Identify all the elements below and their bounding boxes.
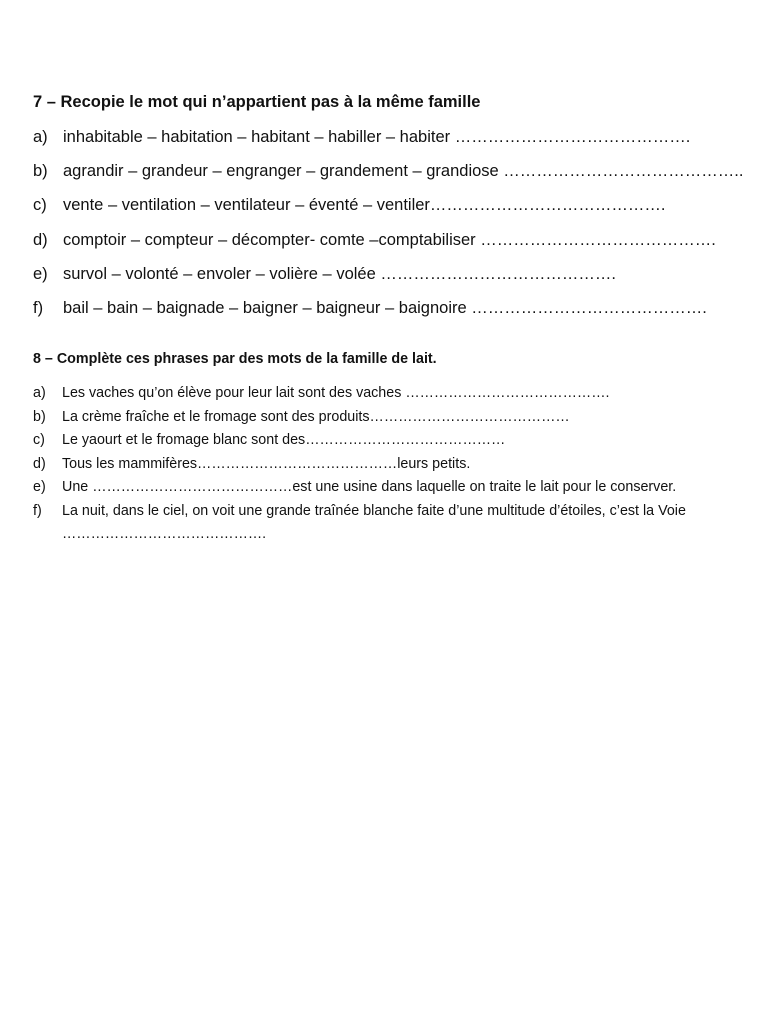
item-letter: b) <box>33 162 48 181</box>
exercise-8-item-c <box>33 429 753 453</box>
exercise-8-title: 8 – Complète ces phrases par des mots de la famille de lait. <box>33 351 437 367</box>
item-text: Les vaches qu’on élève pour leur lait sont des vaches ……………………………………. <box>62 385 610 401</box>
exercise-8-list <box>33 382 753 547</box>
exercise-8-item-e <box>33 476 753 500</box>
item-text: Tous les mammifères……………………………………leurs petits. <box>62 455 471 472</box>
exercise-8-item-f <box>33 500 753 547</box>
item-text: La crème fraîche et le fromage sont des produits…………………………………… <box>62 408 570 425</box>
exercise-8-item-d <box>33 453 753 477</box>
item-letter: e) <box>33 479 46 495</box>
exercise-7-item-d <box>33 231 753 265</box>
exercise-7-item-b <box>33 162 753 196</box>
item-text: inhabitable – habitation – habitant – habiller – habiter ……………………………………. <box>63 128 691 146</box>
item-text: Une ……………………………………est une usine dans laquelle on traite le lait pour le conserver. <box>62 479 677 495</box>
item-text: bail – bain – baignade – baigner – baigneur – baignoire ……………………………………. <box>63 298 707 317</box>
item-text: survol – volonté – envoler – volière – volée ……………………………………. <box>63 264 616 283</box>
item-text: vente – ventilation – ventilateur – éventé – ventiler……………………………………. <box>63 196 666 215</box>
exercise-7-item-f <box>33 299 753 333</box>
item-text: comptoir – compteur – décompter- comte –comptabiliser ……………………………………. <box>63 230 716 249</box>
exercise-7-item-a <box>33 128 753 162</box>
item-letter: e) <box>33 264 48 283</box>
item-letter: f) <box>33 502 42 519</box>
exercise-8-item-b <box>33 406 753 430</box>
item-letter: c) <box>33 432 45 448</box>
item-letter: b) <box>33 408 46 425</box>
item-text: Le yaourt et le fromage blanc sont des…………………………………… <box>62 432 506 448</box>
item-letter: a) <box>33 128 48 146</box>
item-letter: f) <box>33 298 44 317</box>
exercise-7-list <box>33 128 753 333</box>
item-letter: d) <box>33 455 46 472</box>
exercise-7-item-c <box>33 196 753 230</box>
item-letter: d) <box>33 230 48 249</box>
item-text: La nuit, dans le ciel, on voit une grande traînée blanche faite d’une multitude d’étoiles, c’est la Voie ……………………………………. <box>62 502 686 542</box>
exercise-8-item-a <box>33 382 753 406</box>
item-letter: a) <box>33 385 46 401</box>
item-text: agrandir – grandeur – engranger – grandement – grandiose …………………………………….. <box>63 162 744 181</box>
exercise-7-item-e <box>33 265 753 299</box>
item-letter: c) <box>33 196 47 215</box>
exercise-7-title: 7 – Recopie le mot qui n’appartient pas à la même famille <box>33 93 481 111</box>
